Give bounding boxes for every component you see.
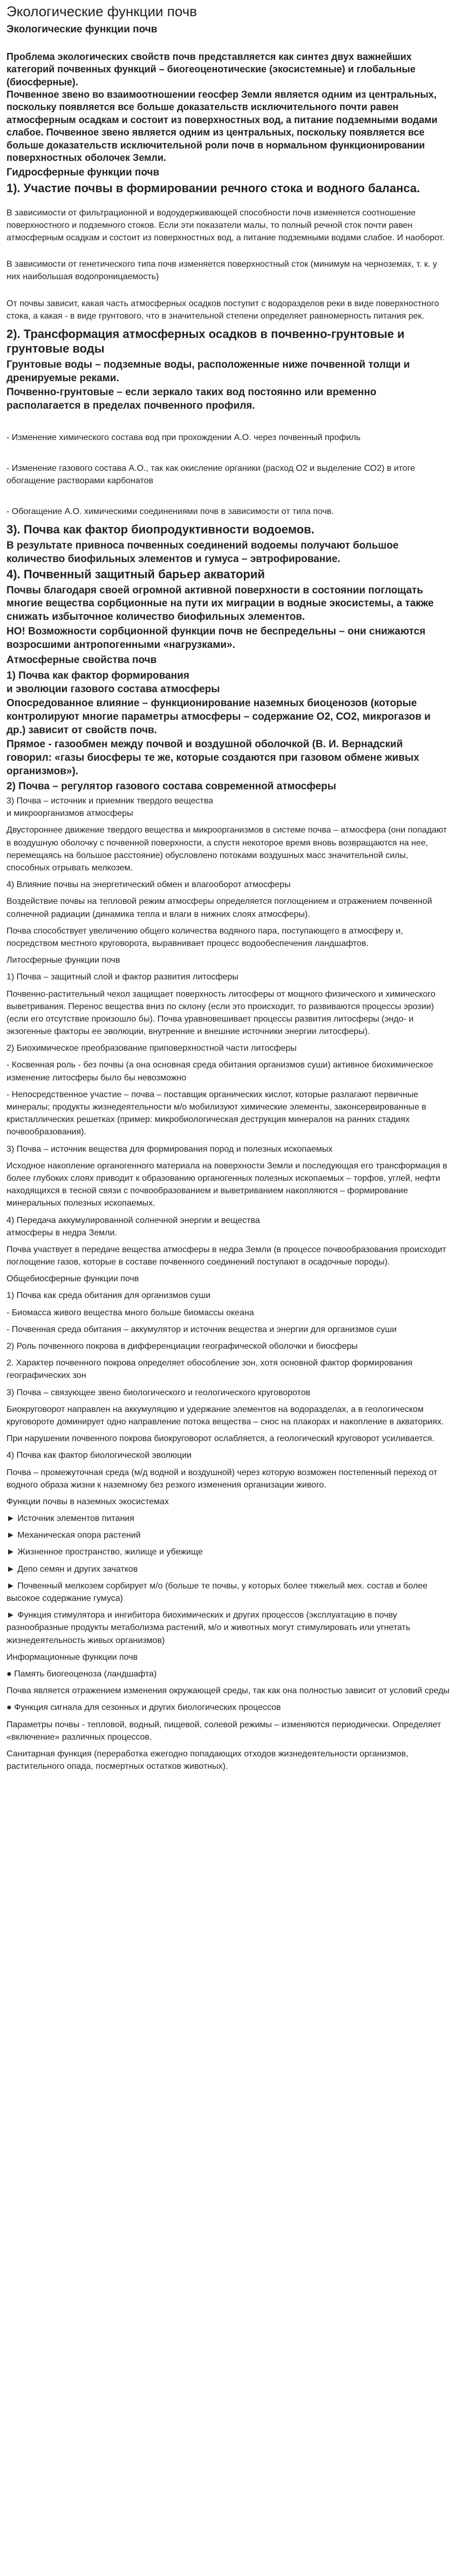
eco-item: ► Жизненное пространство, жилище и убежище [6, 1547, 203, 1557]
general-paragraph-6: 3) Почва – связующее звено биологического и геологического круговоротов [6, 1388, 311, 1397]
atmo-bold-1: Опосредованное влияние – функционирование наземных биоценозов (которые контролируют многие параметры атмосферы – содержание О2, СО2, микрогазов и др.) зависит от свойств почв. [6, 698, 431, 736]
page-title: Экологические функции почв [6, 3, 197, 19]
hydro-paragraph-3: От почвы зависит, какая часть атмосферных осадков поступит с водоразделов реки в виде поверхностного стока, а какая - в виде грунтового, что в значительной степени определяет равномерность питания рек. [6, 299, 439, 321]
hydro-heading-2: 2). Трансформация атмосферных осадков в почвенно-грунтовые и грунтовые воды [6, 327, 405, 356]
general-paragraph-9: 4) Почва как фактор биологической эволюции [6, 1451, 192, 1461]
info-item-1: ● Память биогеоценоза (ландшафта) [6, 1669, 157, 1679]
general-paragraph-1: 1) Почва как среда обитания для организмов суши [6, 1291, 211, 1301]
hydro-heading-1: 1). Участие почвы в формировании речного стока и водного баланса. [6, 181, 420, 195]
hydro-bold-2: Почвенно-грунтовые – если зеркало таких вод постоянно или временно располагается в пределах почвенного профиля. [6, 387, 377, 411]
general-paragraph-7: Биокруговорот направлен на аккумуляцию и удержание элементов на водоразделах, а в геологическом круговороте доминирует одно направление потока вещества – снос на плакорах и накопление в акваториях. [6, 1404, 444, 1426]
eco-item: ► Источник элементов питания [6, 1514, 134, 1524]
hydro-paragraph-5: - Изменение газового состава А.О., так как окисление органики (расход О2 и выделение СО2) в итоге обогащение растворами карбонатов [6, 463, 415, 486]
atmo-paragraph-3: 4) Влияние почвы на энергетический обмен и влагооборот атмосферы [6, 880, 291, 890]
atmo-heading-2: 2) Почва – регулятор газового состава современной атмосферы [6, 781, 337, 793]
general-paragraph-2: - Биомасса живого вещества много больше биомассы океана [6, 1308, 254, 1317]
hydro-paragraph-4: - Изменение химического состава вод при прохождении А.О. через почвенный профиль [6, 432, 361, 442]
litho-section-title: Литосферные функции почв [6, 956, 120, 965]
atmo-paragraph-1: 3) Почва – источник и приемник твердого вещества и микроорганизмов атмосферы [6, 796, 214, 819]
hydro-bold-1: Грунтовые воды – подземные воды, расположенные ниже почвенной толщи и дренируемые реками. [6, 359, 410, 384]
general-section-title: Общебиосферные функции почв [6, 1274, 139, 1284]
litho-paragraph-5: - Непосредственное участие – почва – поставщик органических кислот, которые разлагают первичные минералы; продукты жизнедеятельности м/о мобилизуют химические элементы, законсервированные в кристаллических решетках (пример: микробиологическая деструкция минералов на ранних стадиях почвообразования). [6, 1090, 426, 1137]
hydro-heading-4: 4). Почвенный защитный барьер акваторий [6, 567, 265, 582]
intro-paragraph-1: Проблема экологических свойств почв представляется как синтез двух важнейших категорий почвенных функций – биогеоценотические (экосистемные) и глобальные (биосферные). [6, 51, 415, 87]
litho-paragraph-7: Исходное накопление органогенного материала на поверхности Земли и последующая его трансформация в более глубоких слоях приводит к образованию органогенных полезных ископаемых – торфов, углей, нефти находящихся в тесной связи с почвообразованием и выветриванием накопляются – формирование минеральных полезных ископаемых. [6, 1161, 447, 1208]
hydro-paragraph-6: - Обогащение А.О. химическими соединениями почв в зависимости от типа почв. [6, 507, 334, 517]
eco-item: ► Механическая опора растений [6, 1531, 141, 1540]
litho-paragraph-9: Почва участвует в передаче вещества атмосферы в недра Земли (в процессе почвообразования происходит поглощение газов, которые в составе почвенного соединений поступают в осадочные породы). [6, 1245, 447, 1267]
eco-section-title: Функции почвы в наземных экосистемах [6, 1497, 169, 1506]
litho-paragraph-3: 2) Биохимическое преобразование приповерхностной части литосферы [6, 1044, 297, 1053]
general-paragraph-10: Почва – промежуточная среда (м/д водной и воздушной) через которую возможен постепенный переход от водного образа жизни к наземному без резкого изменения организации живого. [6, 1468, 438, 1490]
litho-paragraph-6: 3) Почва – источник вещества для формирования пород и полезных ископаемых [6, 1144, 333, 1154]
info-item-2: ● Функция сигнала для сезонных и других биологических процессов [6, 1703, 281, 1713]
intro-paragraph-2: Почвенное звено во взаимоотношении геосфер Земли является одним из центральных, поскольку появляется все больше доказательств исключительного почти равен атмосферным осадкам и состоит из поверхностных вод, а питание подземными водами слабое. Почвенное звено является одним из центральных, поскольку появляется все больше доказательств исключительной роли почв в нормальном функционировании поверхностных оболочек Земли. [6, 89, 438, 163]
hydro-heading-3: 3). Почва как фактор биопродуктивности водоемов. [6, 523, 315, 537]
general-paragraph-8: При нарушении почвенного покрова биокруговорот ослабляется, а геологический круговорот усиливается. [6, 1434, 434, 1444]
atmo-paragraph-5: Почва способствует увеличению общего количества водяного пара, поступающего в атмосферу и, посредством местного круговорота, выравнивает процесс водообеспечения ландшафтов. [6, 926, 403, 948]
hydro-bold-5: НО! Возможности сорбционной функции почв не беспредельны – они снижаются возросшими антропогенными «нагрузками». [6, 625, 426, 651]
general-paragraph-5: 2. Характер почвенного покрова определяет обособление зон, хотя основной фактор формирования географических зон [6, 1358, 413, 1381]
atmo-bold-2: Прямое - газообмен между почвой и воздушной оболочкой (В. И. Вернадский говорил: «газы биосферы те же, которые создаются при газовом обмене живых организмов»). [6, 739, 419, 777]
atmo-section-title: Атмосферные свойства почв [6, 654, 157, 666]
litho-paragraph-1: 1) Почва – защитный слой и фактор развития литосферы [6, 972, 238, 982]
eco-item: ► Почвенный мелкозем сорбирует м/о (больше те почвы, у которых более тяжелый мех. состав и более высокое содержание гумуса) [6, 1581, 428, 1604]
hydro-section-title: Гидросферные функции почв [6, 167, 160, 179]
info-text-1: Почва является отражением изменения окружающей среды, так как она полностью зависит от условий среды [6, 1686, 450, 1696]
general-paragraph-3: - Почвенная среда обитания – аккумулятор и источник вещества и энергии для организмов суши [6, 1324, 397, 1334]
atmo-paragraph-4: Воздействие почвы на тепловой режим атмосферы определяется поглощением и отражением почвенной солнечной радиации (динамика тепла и влаги в нижних слоях атмосферы). [6, 897, 432, 919]
page-subtitle: Экологические функции почв [6, 24, 158, 36]
eco-item: ► Депо семян и других зачатков [6, 1564, 138, 1574]
hydro-paragraph-2: В зависимости от генетического типа почв изменяется поверхностный сток (минимум на черноземах, т. к. у них наибольшая водопроницаемость) [6, 260, 438, 282]
eco-item: ► Функция стимулятора и ингибитора биохимических и других процессов (эксплуатацию в почву разнообразные продукты метаболизма растений, м/о и животных могут стимулировать или угнетать жизнедеятельность живых организмов) [6, 1611, 411, 1645]
info-text-3: Санитарная функция (переработка ежегодно попадающих отходов жизнедеятельности организмов, растительного опада, посмертных остатков животных). [6, 1749, 408, 1772]
hydro-bold-4: Почвы благодаря своей огромной активной поверхности в состоянии поглощать многие вещества сорбционные на пути их миграции в водные экосистемы, а также снижать избыточное количество биофильных элементов. [6, 584, 434, 623]
general-paragraph-4: 2) Роль почвенного покрова в дифференциации географической оболочки и биосферы [6, 1342, 358, 1351]
hydro-paragraph-1: В зависимости от фильтрационной и водоудерживающей способности почв изменяется соотношение поверхностного и подземного стоков. Если эти показатели малы, то полный речной сток почти равен атмосферным осадкам и состоит из поверхностных вод, а питание подземными водами слабое. И наоборот. [6, 208, 445, 242]
info-text-2: Параметры почвы - тепловой, водный, пищевой, солевой режимы – изменяются периодически. Определяет «включение» различных процессов. [6, 1720, 441, 1742]
info-section-title: Информационные функции почв [6, 1652, 138, 1662]
atmo-heading-1: 1) Почва как фактор формирования и эволюции газового состава атмосферы [6, 670, 220, 695]
litho-paragraph-4: - Косвенная роль - без почвы (а она основная среда обитания организмов суши) активное биохимическое изменение литосферы было бы невозможно [6, 1060, 433, 1083]
atmo-paragraph-2: Двустороннее движение твердого вещества и микроорганизмов в системе почва – атмосфера (они попадают в воздушную оболочку с почвенной поверхности, а спустя некоторое время вновь возвращаются на нее, перемещаясь на большое расстояние) обусловлено потоками воздушных масс значительной силы, способных отрывать мелкозем. [6, 826, 447, 873]
litho-paragraph-8: 4) Передача аккумулированной солнечной энергии и вещества атмосферы в недра Земли. [6, 1215, 260, 1238]
litho-paragraph-2: Почвенно-растительный чехол защищает поверхность литосферы от мощного физического и химического выветривания. Перенос вещества вниз по склону (если это происходит, то развиваются процессы эрозии) (если его отсутствие произошло бы). Почва уравновешивает процессы развития литосферы (эндо- и экзогенные факторы ее эволюции, внутренние и внешние источники энергии литосферы). [6, 989, 436, 1037]
hydro-bold-3: В результате привноса почвенных соединений водоемы получают большое количество биофильных элементов и гумуса – эвтрофирование. [6, 539, 399, 565]
